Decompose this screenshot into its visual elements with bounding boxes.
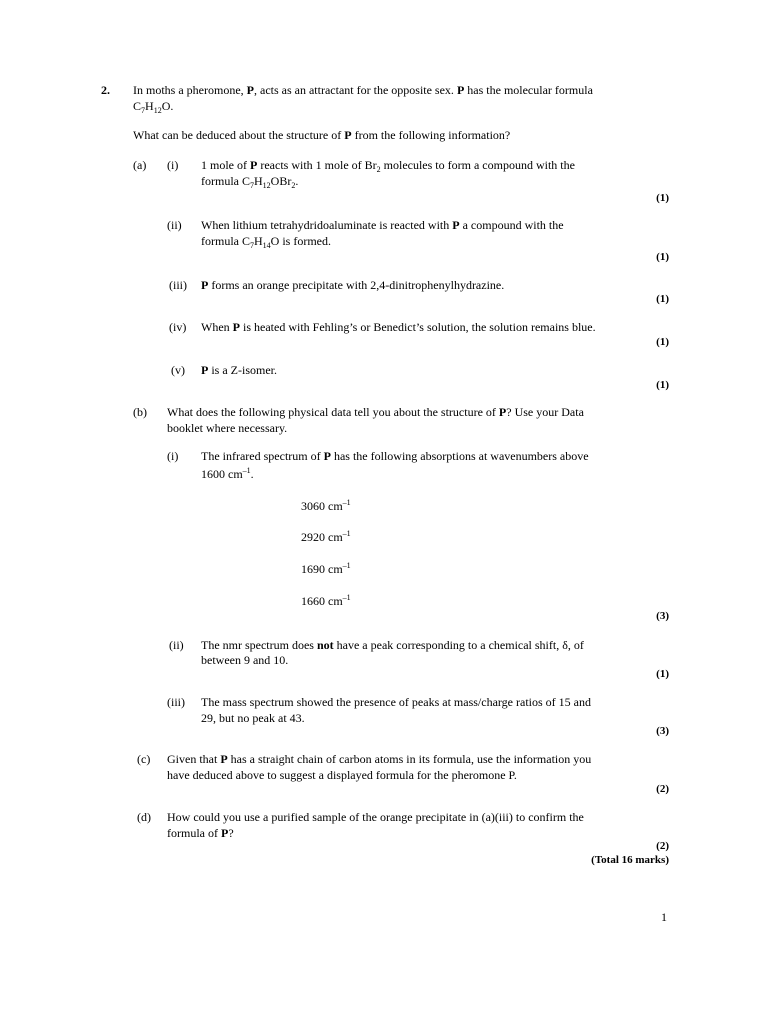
part-b-iii-mark: (3) xyxy=(656,725,669,737)
part-b-text-line2: booklet where necessary. xyxy=(167,421,288,435)
part-b-ii-mark: (1) xyxy=(656,668,669,680)
part-a-v-mark: (1) xyxy=(656,379,669,391)
part-a-iii-text: P forms an orange precipitate with 2,4-dinitrophenylhydrazine. xyxy=(201,278,505,292)
part-c-text: Given that P has a straight chain of carbon atoms in its formula, use the information you xyxy=(167,752,592,766)
part-a-i-number: (i) xyxy=(167,158,179,172)
part-a-i-text: 1 mole of P reacts with 1 mole of $Br_2$ molecules to form a compound with the xyxy=(201,158,575,174)
part-a-iv-mark: (1) xyxy=(656,336,669,348)
part-d-mark: (2) xyxy=(656,840,669,852)
part-a-i-formula: formula $C_7H_{12}OBr_2$. xyxy=(201,174,299,190)
page-number: 1 xyxy=(661,910,667,924)
total-marks: (Total 16 marks) xyxy=(591,854,669,866)
part-b-iii-text-line2: 29, but no peak at 43. xyxy=(201,711,305,725)
part-b-i-number: (i) xyxy=(167,449,179,463)
part-a-ii-text: When lithium tetrahydridoaluminate is reacted with P a compound with the xyxy=(201,218,564,232)
part-d-text-line2: formula of P? xyxy=(167,826,234,840)
part-a-label: (a) xyxy=(133,158,147,172)
part-a-ii-mark: (1) xyxy=(656,251,669,263)
wavenumber-3: 1690 $cm^{-1}$ xyxy=(301,561,351,576)
part-c-label: (c) xyxy=(137,752,151,766)
part-a-iv-number: (iv) xyxy=(169,320,187,334)
part-a-v-number: (v) xyxy=(171,363,185,377)
part-c-text-line2: have deduced above to suggest a displayed formula for the pheromone P. xyxy=(167,768,517,782)
part-b-text: What does the following physical data tell you about the structure of P? Use your Data xyxy=(167,405,584,419)
molecular-formula: $C_7H_{12}O$. xyxy=(133,99,174,115)
part-b-i-mark: (3) xyxy=(656,610,669,622)
part-a-ii-number: (ii) xyxy=(167,218,182,232)
part-a-iii-mark: (1) xyxy=(656,293,669,305)
question-number: 2. xyxy=(101,83,110,97)
part-a-iv-text: When P is heated with Fehling’s or Benedict’s solution, the solution remains blue. xyxy=(201,320,596,334)
part-a-v-text: P is a Z-isomer. xyxy=(201,363,277,377)
part-b-ii-text-line2: between 9 and 10. xyxy=(201,653,289,667)
part-a-i-mark: (1) xyxy=(656,192,669,204)
wavenumber-1: 3060 $cm^{-1}$ xyxy=(301,498,351,513)
part-b-i-text: The infrared spectrum of P has the following absorptions at wavenumbers above xyxy=(201,449,589,463)
part-d-text: How could you use a purified sample of the orange precipitate in (a)(iii) to confirm the xyxy=(167,810,584,824)
wavenumber-4: 1660 $cm^{-1}$ xyxy=(301,593,351,608)
part-b-ii-text: The nmr spectrum does not have a peak corresponding to a chemical shift, δ, of xyxy=(201,638,584,652)
part-b-label: (b) xyxy=(133,405,147,419)
part-b-i-text-line2: 1600 $cm^{-1}$. xyxy=(201,466,254,481)
part-b-ii-number: (ii) xyxy=(169,638,184,652)
part-d-label: (d) xyxy=(137,810,151,824)
part-a-iii-number: (iii) xyxy=(169,278,187,292)
deduce-prompt: What can be deduced about the structure of P from the following information? xyxy=(133,128,511,142)
part-b-iii-number: (iii) xyxy=(167,695,185,709)
part-c-mark: (2) xyxy=(656,783,669,795)
question-intro: In moths a pheromone, P, acts as an attractant for the opposite sex. P has the molecular formula xyxy=(133,83,593,97)
wavenumber-2: 2920 $cm^{-1}$ xyxy=(301,529,351,544)
part-a-ii-formula: formula $C_7H_{14}O$ is formed. xyxy=(201,234,331,250)
part-b-iii-text: The mass spectrum showed the presence of peaks at mass/charge ratios of 15 and xyxy=(201,695,591,709)
